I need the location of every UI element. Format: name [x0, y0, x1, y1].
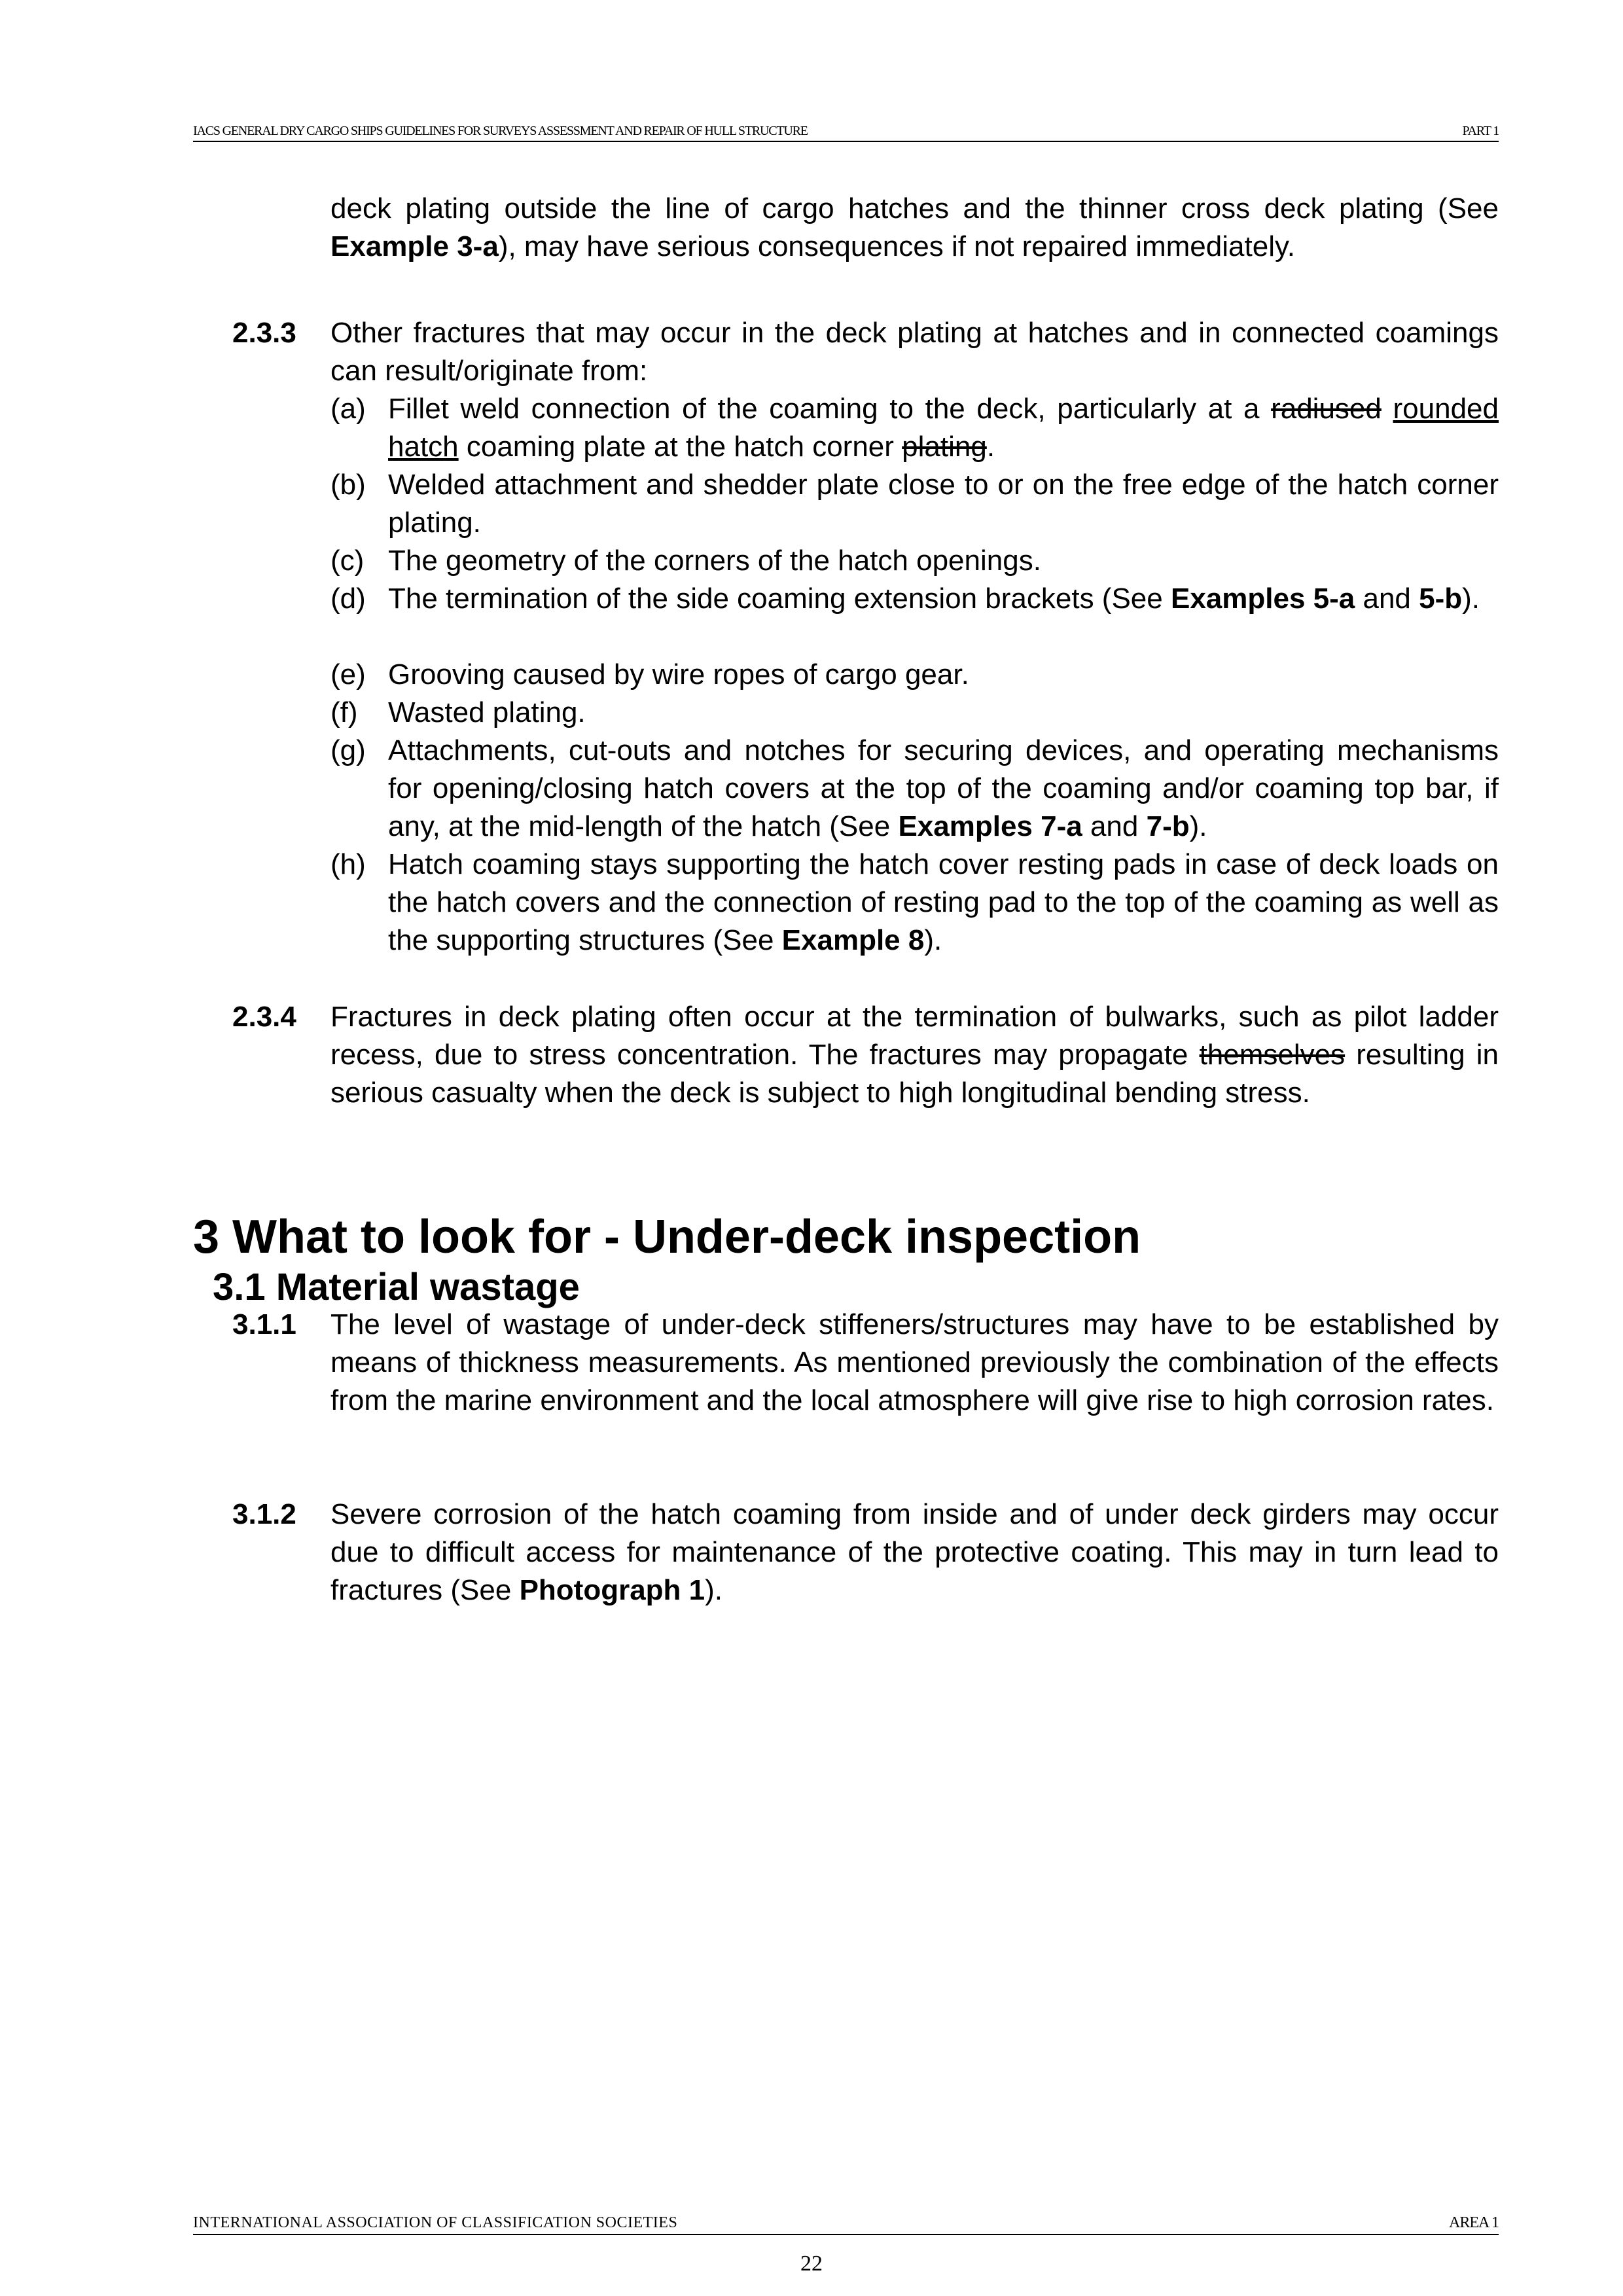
list-item-g — [330, 732, 1499, 846]
section-3-1-1-text: The level of wastage of under-deck stiffeners/structures may have to be established by means of thickness measurements. As mentioned previously the combination of the effects from the marine environment and the local atmosphere will give rise to high corrosion rates. — [330, 1308, 1499, 1416]
list-label: (e) — [330, 658, 366, 691]
list-text: Grooving caused by wire ropes of cargo gear. — [388, 658, 969, 691]
example-ref: Example 3-a — [330, 230, 499, 262]
list-item-d — [330, 580, 1499, 618]
footer-area: AREA 1 — [1448, 2214, 1499, 2231]
section-2-3-4-text: Fractures in deck plating often occur at the termination of bulwarks, such as pilot ladder recess, due to stress concentration. The fractures may propagate themselves resulting in serious casualty when the deck is subject to high longitudinal bending stress. — [330, 1001, 1499, 1109]
intro-text-end: ), may have serious consequences if not repaired immediately. — [498, 230, 1295, 262]
page-header — [193, 121, 1499, 142]
list-label: (c) — [330, 545, 365, 577]
example-ref: Examples 7-a — [898, 810, 1082, 842]
header-title: IACS GENERAL DRY CARGO SHIPS GUIDELINES FOR SURVEYS ASSESSMENT AND REPAIR OF HULL STRUCTURE — [193, 124, 808, 138]
section-number-2-3-4: 2.3.4 — [232, 1001, 296, 1033]
list-item-a — [330, 390, 1499, 466]
list-text: Fillet weld connection of the coaming to the deck, particularly at a radiused rounded hatch coaming plate at the hatch corner plating. — [388, 393, 1499, 463]
page-number: 22 — [800, 2251, 823, 2276]
list-text: Wasted plating. — [388, 696, 586, 728]
example-ref: 7-b — [1146, 810, 1190, 842]
deleted-text: themselves — [1199, 1039, 1346, 1071]
list-item-e — [330, 656, 1499, 694]
list-label: (g) — [330, 734, 366, 766]
list-text: The termination of the side coaming extension brackets (See Examples 5-a and 5-b). — [388, 583, 1480, 615]
page-footer — [193, 2214, 1499, 2235]
example-ref: Examples 5-a — [1170, 583, 1355, 615]
list-item-c — [330, 542, 1499, 580]
list-text: Welded attachment and shedder plate close to or on the free edge of the hatch corner plating. — [388, 469, 1499, 539]
section-3-1-2-text: Severe corrosion of the hatch coaming from inside and of under deck girders may occur due to difficult access for maintenance of the protective coating. This may in turn lead to fractures (See Photograph 1). — [330, 1498, 1499, 1606]
list-label: (b) — [330, 469, 366, 501]
section-number-3-1-2: 3.1.2 — [232, 1498, 296, 1530]
list-text: Hatch coaming stays supporting the hatch cover resting pads in case of deck loads on the hatch covers and the connection of resting pad to the top of the coaming as well as the supporting structures (See Example 8). — [388, 848, 1499, 956]
list-item-h — [330, 846, 1499, 960]
section-number-3-1-1: 3.1.1 — [232, 1308, 296, 1340]
section-number-2-3-3: 2.3.3 — [232, 317, 296, 349]
list-item-b — [330, 466, 1499, 542]
list-label: (f) — [330, 696, 358, 728]
intro-text: deck plating outside the line of cargo hatches and the thinner cross deck plating (See — [330, 192, 1499, 224]
deleted-text: radiused — [1271, 393, 1382, 425]
section-2-3-3-text: Other fractures that may occur in the deck plating at hatches and in connected coamings can result/originate from: — [330, 317, 1499, 387]
inserted-text: rounded hatch — [388, 393, 1499, 463]
list-item-f — [330, 694, 1499, 732]
photograph-ref: Photograph 1 — [519, 1574, 705, 1606]
footer-organization: INTERNATIONAL ASSOCIATION OF CLASSIFICATION SOCIETIES — [193, 2214, 678, 2231]
deleted-text: plating — [902, 431, 987, 463]
list-label: (h) — [330, 848, 366, 880]
list-text: The geometry of the corners of the hatch openings. — [388, 545, 1041, 577]
intro-paragraph — [330, 190, 1499, 266]
header-part: PART 1 — [1462, 124, 1499, 138]
heading-3: 3 What to look for - Under-deck inspection — [193, 1211, 1141, 1263]
example-ref: Example 8 — [781, 924, 925, 956]
list-text: Attachments, cut-outs and notches for securing devices, and operating mechanisms for opening/closing hatch covers at the top of the coaming and/or coaming top bar, if any, at the mid-length of the hatch (See Examples 7-a and 7-b). — [388, 734, 1499, 842]
heading-3-1: 3.1 Material wastage — [213, 1266, 580, 1308]
list-label: (a) — [330, 393, 366, 425]
list-label: (d) — [330, 583, 366, 615]
example-ref: 5-b — [1419, 583, 1463, 615]
